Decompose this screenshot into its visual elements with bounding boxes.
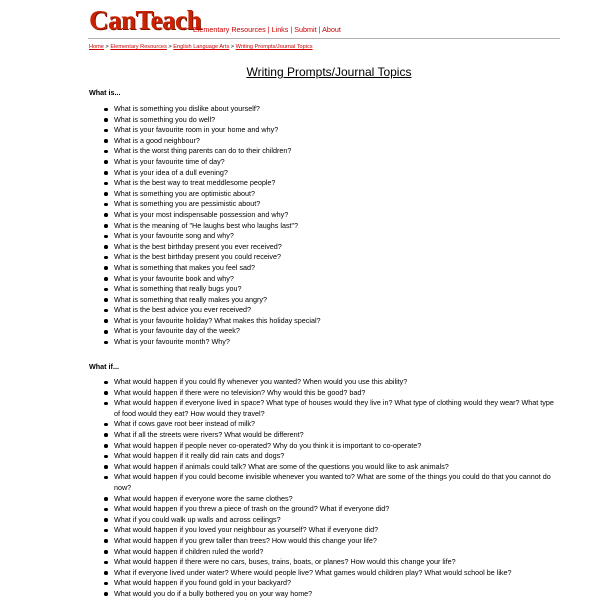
list-item: What would happen if children ruled the world? [88,547,558,558]
list-item: What is the best way to treat meddlesome people? [88,178,558,189]
list-item: What is something you are pessimistic about? [88,199,558,210]
nav-link-about[interactable]: About [322,25,341,34]
site-logo[interactable]: CanTeach [89,5,202,35]
list-item: What is your favourite song and why? [88,231,558,242]
list-item: What would happen if there were no television? Why would this be good? bad? [88,388,558,399]
list-item: What would happen if you grew taller than trees? How would this change your life? [88,536,558,547]
list-item: What would happen if you threw a piece of trash on the ground? What if everyone did? [88,504,558,515]
header-divider [88,38,560,39]
list-item: What would happen if everyone lived in space? What type of houses would they live in? What type of clothing would they wear? What type of food would they eat? How would they travel? [88,398,558,419]
breadcrumb-writing-prompts[interactable]: Writing Prompts/Journal Topics [235,44,313,50]
list-item: What would you do if a bully bothered you on your way home? [88,589,558,600]
list-item: What is the best advice you ever received? [88,305,558,316]
list-item: What is your favourite day of the week? [88,326,558,337]
nav-link-links[interactable]: Links [271,25,289,34]
nav-link-elementary-resources[interactable]: Elementary Resources [193,25,266,34]
list-item: What if you could walk up walls and across ceilings? [88,515,558,526]
breadcrumb: Home > Elementary Resources > English Language Arts > Writing Prompts/Journal Topics [89,44,313,50]
list-item: What if cows gave root beer instead of milk? [88,419,558,430]
list-item: What if everyone lived under water? Where would people live? What games would children play? What would school be like? [88,568,558,579]
list-item: What is the best birthday present you ever received? [88,242,558,253]
list-item: What is something you dislike about yourself? [88,104,558,115]
list-item: What would happen if you found gold in your backyard? [88,578,558,589]
list-item: What would happen if you could fly whenever you wanted? When would you use this ability? [88,377,558,388]
list-item: What is the best birthday present you could receive? [88,252,558,263]
list-item: What is your most indispensable possession and why? [88,210,558,221]
list-item: What is your favourite holiday? What makes this holiday special? [88,316,558,327]
list-item: What is something that really makes you angry? [88,295,558,306]
list-item: What is a good neighbour? [88,136,558,147]
page-title: Writing Prompts/Journal Topics [246,65,412,79]
breadcrumb-english-language-arts[interactable]: English Language Arts [173,44,230,50]
question-list-what-if [88,377,558,599]
list-item: What is something you are optimistic about? [88,189,558,200]
list-item: What is something you do well? [88,115,558,126]
list-item: What is your favourite book and why? [88,274,558,285]
site-header [88,0,560,40]
list-item: What would happen if everyone wore the same clothes? [88,494,558,505]
nav-link-submit[interactable]: Submit [294,25,317,34]
list-item: What if all the streets were rivers? What would be different? [88,430,558,441]
list-item: What would happen if it really did rain cats and dogs? [88,451,558,462]
section-heading-what-if: What if... [89,362,119,371]
list-item: What would happen if there were no cars, buses, trains, boats, or planes? How would this change your life? [88,557,558,568]
list-item: What would happen if people never co-operated? Why do you think it is important to co-operate? [88,441,558,452]
list-item: What is your idea of a dull evening? [88,168,558,179]
list-item: What is something that makes you feel sad? [88,263,558,274]
list-item: What would happen if you loved your neighbour as yourself? What if everyone did? [88,525,558,536]
top-navigation: Elementary Resources | Links | Submit | About [193,25,341,34]
breadcrumb-elementary-resources[interactable]: Elementary Resources [110,44,167,50]
list-item: What would happen if animals could talk? What are some of the questions you would like to ask animals? [88,462,558,473]
list-item: What would happen if you could become invisible whenever you wanted to? What are some of the things you could do that you cannot do now? [88,472,558,493]
list-item: What is the worst thing parents can do to their children? [88,146,558,157]
breadcrumb-home[interactable]: Home [89,44,104,50]
list-item: What is something that really bugs you? [88,284,558,295]
page-wrapper [88,0,560,598]
list-item: What is the meaning of "He laughs best who laughs last"? [88,221,558,232]
list-item: What is your favourite room in your home and why? [88,125,558,136]
section-heading-what-is: What is... [89,88,121,97]
list-item: What is your favourite month? Why? [88,337,558,348]
question-list-what-is [88,104,558,348]
list-item: What is your favourite time of day? [88,157,558,168]
